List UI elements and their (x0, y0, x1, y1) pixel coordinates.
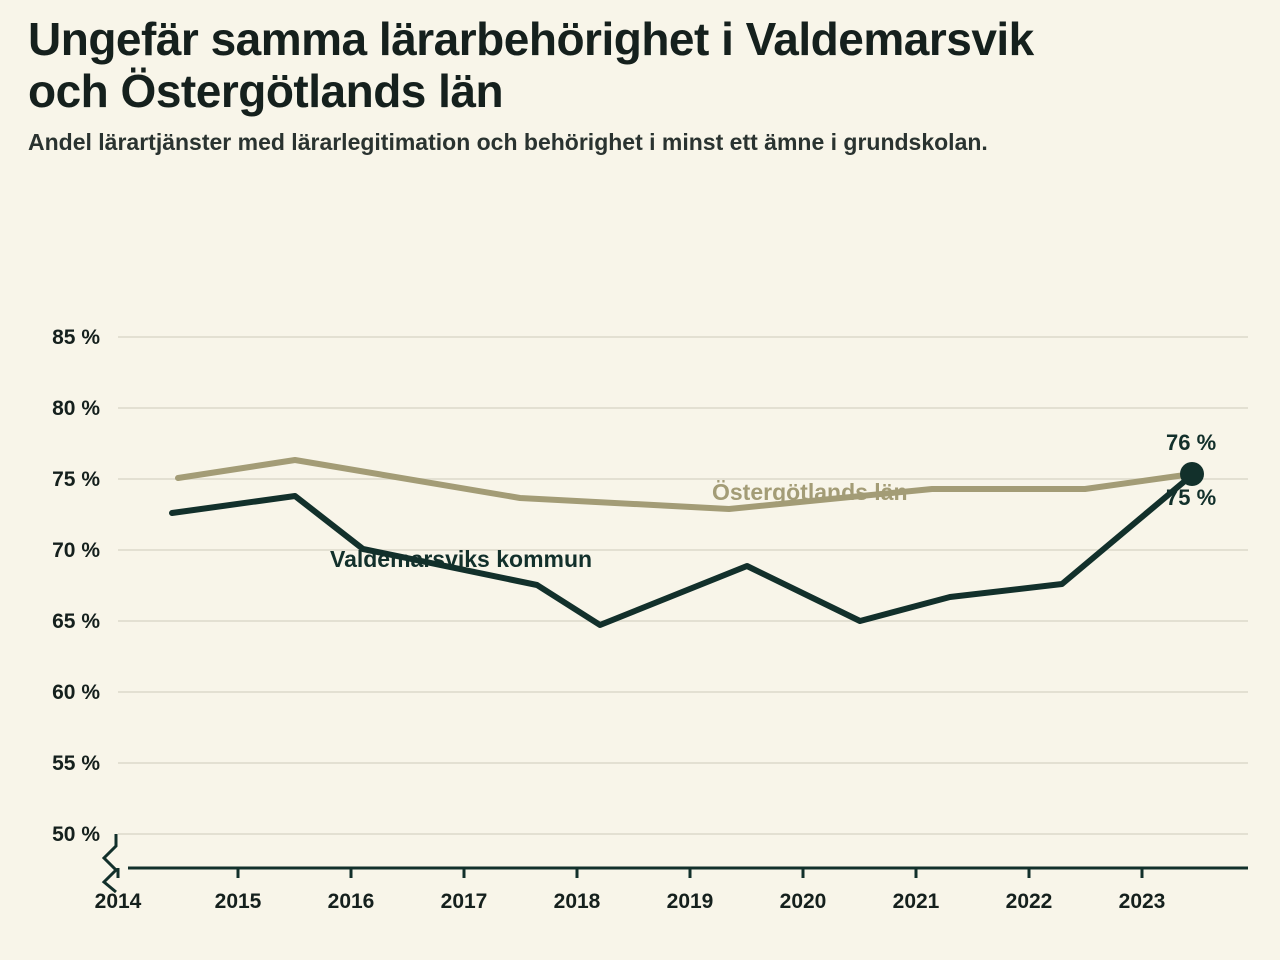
x-tick-label: 2021 (892, 890, 940, 913)
y-tick-label: 60 % (52, 681, 100, 704)
x-tick-label: 2017 (440, 890, 488, 913)
x-axis (104, 834, 1248, 892)
x-tick-label: 2016 (327, 890, 375, 913)
page-title: Ungefär samma lärarbehörighet i Valdemarsvik och Östergötlands län (28, 13, 1034, 117)
y-tick-label: 85 % (52, 326, 100, 349)
y-axis-ticks (52, 326, 100, 846)
series-line-ostergotlands-lan (178, 460, 1192, 509)
axis-break-icon (104, 834, 116, 892)
x-tick-label: 2015 (214, 890, 262, 913)
x-axis-ticks (95, 890, 1166, 913)
y-tick-label: 50 % (52, 823, 100, 846)
x-tick-label: 2018 (553, 890, 601, 913)
y-tick-label: 70 % (52, 539, 100, 562)
x-tick-label: 2022 (1005, 890, 1053, 913)
chart-container (0, 280, 1280, 940)
x-tick-label: 2023 (1118, 890, 1166, 913)
series-label-ostergotlands-lan: Östergötlands län (712, 479, 908, 505)
page-subtitle: Andel lärartjänster med lärarlegitimation och behörighet i minst ett ämne i grundskolan. (28, 129, 988, 156)
y-tick-label: 80 % (52, 397, 100, 420)
line-chart (0, 280, 1280, 940)
x-tick-label: 2019 (666, 890, 714, 913)
y-tick-label: 65 % (52, 610, 100, 633)
y-tick-label: 75 % (52, 468, 100, 491)
x-tick-label: 2014 (94, 890, 142, 913)
series-label-valdemarsviks-kommun: Valdemarsviks kommun (330, 546, 593, 572)
endpoint-label-valdemarsvik: 75 % (1166, 485, 1217, 510)
endpoint-marker (1180, 462, 1204, 486)
x-tick-label: 2020 (779, 890, 827, 913)
endpoint-label-lan: 76 % (1166, 430, 1217, 455)
gridlines (118, 337, 1248, 834)
y-tick-label: 55 % (52, 752, 100, 775)
